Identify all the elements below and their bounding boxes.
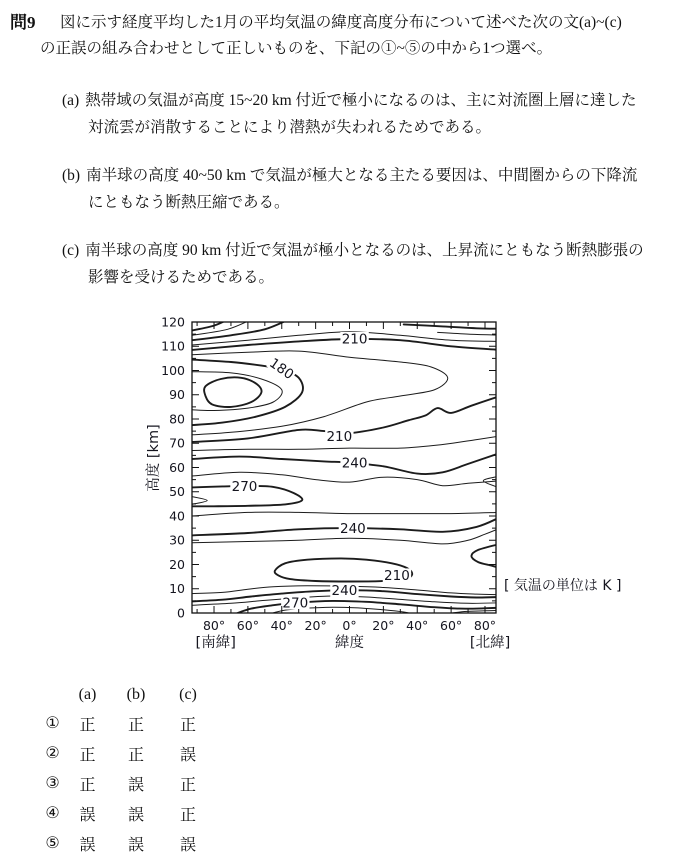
statement-c-line1: (c) 南半球の高度 90 km 付近で気温が極小となるのは、上昇流にともなう断熱膨張の: [62, 242, 644, 259]
option-row: [40, 708, 214, 738]
y-tick-label: 10: [169, 581, 185, 597]
option-number: ⑤: [45, 835, 60, 852]
contour-225K: [438, 332, 501, 335]
option-cell: 正: [127, 746, 144, 764]
options-header-cell: (c): [179, 686, 197, 703]
contour-label-210: 210: [384, 568, 410, 585]
contour-label-240: 240: [341, 455, 368, 472]
contour-label-240: 240: [340, 520, 366, 537]
x-tick-label: 40°: [270, 618, 293, 633]
x-tick-label: 40°: [406, 618, 429, 633]
x-axis-sub-label: [南緯]: [195, 635, 236, 651]
options-header-row: [40, 682, 214, 708]
option-row: [40, 768, 214, 798]
y-tick-label: 110: [161, 338, 185, 354]
contour-285K: [192, 497, 207, 505]
option-cell: 誤: [127, 806, 144, 824]
contour-240K: [404, 324, 501, 328]
contour-label-270: 270: [231, 478, 258, 495]
option-cell: 正: [179, 806, 196, 824]
statement-b-label: (b): [62, 167, 81, 184]
x-axis-sub-label: [北緯]: [469, 635, 511, 651]
y-tick-label: 50: [169, 484, 185, 500]
x-tick-label: 20°: [304, 618, 327, 633]
x-tick-label: 80°: [202, 618, 226, 633]
x-axis-sub-label: 緯度: [335, 635, 365, 651]
x-tick-label: 80°: [473, 618, 497, 633]
y-tick-label: 30: [169, 532, 185, 548]
statement-b-line2: にともなう断熱圧縮である。: [88, 194, 290, 211]
temperature-contour-figure: [138, 313, 683, 665]
temperature-contour-chart: [138, 313, 683, 665]
option-number: ④: [45, 805, 60, 822]
y-tick-label: 90: [169, 387, 185, 403]
y-tick-label: 120: [161, 314, 185, 330]
option-cell: 正: [179, 776, 196, 794]
options-header-cell: (a): [78, 686, 97, 703]
y-axis-label: 高度 [km]: [146, 424, 162, 492]
option-cell: 誤: [127, 836, 144, 854]
option-cell: 正: [79, 776, 96, 794]
option-cell: 誤: [79, 836, 96, 854]
unit-note: [ 気温の単位は K ]: [504, 577, 622, 594]
question-text-line2: の正誤の組み合わせとして正しいものを、下記の①~⑤の中から1つ選べ。: [40, 40, 553, 57]
option-cell: 正: [79, 746, 96, 764]
options-table: [40, 682, 214, 858]
option-row: [40, 798, 214, 828]
statement-a-line2: 対流雲が消散することにより潜熱が失われるためである。: [88, 119, 492, 136]
option-row: [40, 738, 214, 768]
option-number: ②: [45, 745, 60, 762]
contour-label-240: 240: [331, 583, 358, 600]
question-text-line1: 図に示す経度平均した1月の平均気温の緯度高度分布について述べた次の文(a)~(c): [60, 14, 622, 31]
statement-c-label: (c): [62, 242, 80, 259]
y-tick-label: 0: [177, 605, 185, 621]
option-cell: 誤: [79, 806, 96, 824]
statement-b-line1: (b) 南半球の高度 40~50 km で気温が極大となる主たる要因は、中間圏からの下降流: [62, 167, 638, 184]
contour-150K: [204, 377, 261, 407]
contour-label-180: 180: [266, 355, 297, 384]
option-number: ③: [45, 775, 60, 792]
x-tick-label: 60°: [440, 618, 463, 633]
contour-255K: [192, 512, 500, 516]
y-tick-label: 100: [161, 362, 185, 378]
question-number: 問9: [10, 13, 36, 32]
contour-label-210: 210: [341, 331, 368, 348]
x-tick-label: 20°: [372, 618, 395, 633]
contour-label-210: 210: [326, 429, 353, 446]
option-cell: 正: [79, 716, 96, 734]
y-tick-label: 60: [169, 459, 185, 475]
y-tick-label: 70: [169, 435, 185, 451]
x-tick-label: 60°: [236, 618, 259, 633]
statement-a-label: (a): [62, 92, 80, 109]
options-header-cell: (b): [126, 686, 146, 703]
option-cell: 正: [127, 716, 144, 734]
y-tick-label: 20: [169, 556, 185, 572]
option-cell: 誤: [179, 836, 196, 854]
statement-a-line1: (a) 熱帯域の気温が高度 15~20 km 付近で極小になるのは、主に対流圏上層に達した: [62, 92, 637, 109]
contour-label-270: 270: [282, 595, 309, 612]
option-number: ①: [45, 715, 60, 732]
contour-labels: [230, 332, 411, 612]
x-tick-label: 0°: [342, 618, 357, 633]
contour-240K: [192, 320, 289, 341]
y-tick-label: 40: [169, 508, 185, 524]
option-cell: 誤: [179, 746, 196, 764]
statement-c-line2: 影響を受けるためである。: [88, 269, 275, 286]
option-cell: 誤: [127, 776, 144, 794]
y-tick-label: 80: [169, 411, 185, 427]
option-cell: 正: [179, 716, 196, 734]
option-row: [40, 828, 214, 858]
